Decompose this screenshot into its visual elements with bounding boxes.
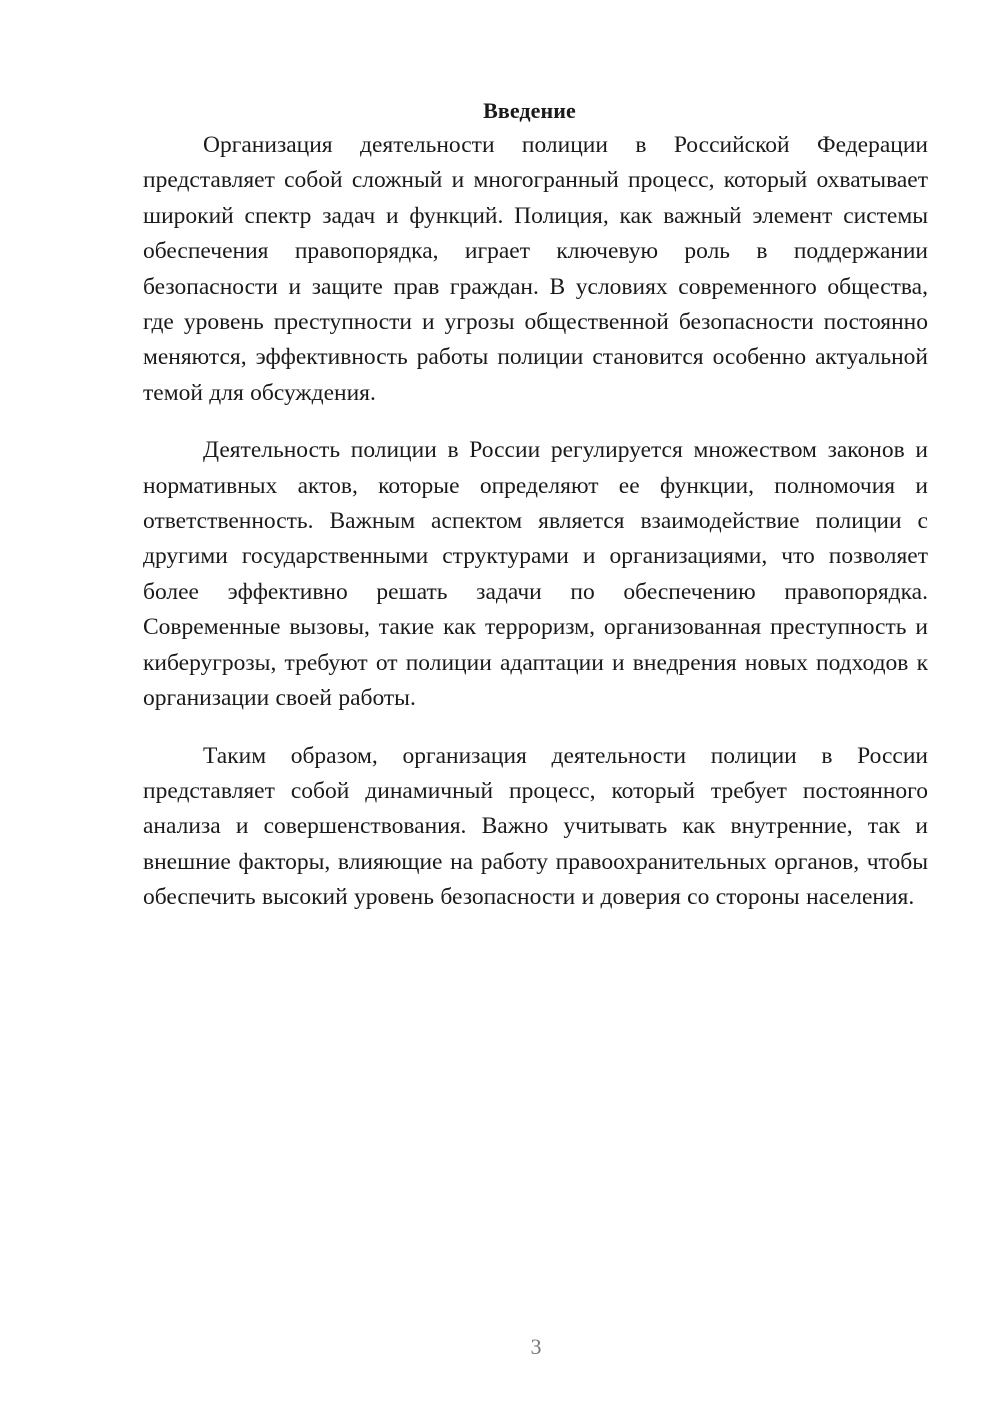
paragraph: Таким образом, организация деятельности полиции в России представляет собой динамичный процесс, который требует постоянного анализа и совершенствования. Важно учитывать как внутренние, так и внешние факторы, влияющие на работу правоохранительных органов, чтобы обеспечить высокий уровень безопасности и доверия со стороны населения. <box>143 742 928 911</box>
page-number: 3 <box>530 1334 542 1359</box>
section-heading: Введение <box>483 98 576 123</box>
paragraph: Организация деятельности полиции в Российской Федерации представляет собой сложный и многогранный процесс, который охватывает широкий спектр задач и функций. Полиция, как важный элемент системы обеспечения правопорядка, играет ключевую роль в поддержании безопасности и защите прав граждан. В условиях современного общества, где уровень преступности и угрозы общественной безопасности постоянно меняются, эффективность работы полиции становится особенно актуальной темой для обсуждения. <box>143 132 928 406</box>
page-content <box>143 94 928 916</box>
paragraph: Деятельность полиции в России регулируется множеством законов и нормативных актов, которые определяют ее функции, полномочия и ответственность. Важным аспектом является взаимодействие полиции с другими государственными структурами и организациями, что позволяет более эффективно решать задачи по обеспечению правопорядка. Современные вызовы, такие как терроризм, организованная преступность и киберугрозы, требуют от полиции адаптации и внедрения новых подходов к организации своей работы. <box>143 437 928 712</box>
